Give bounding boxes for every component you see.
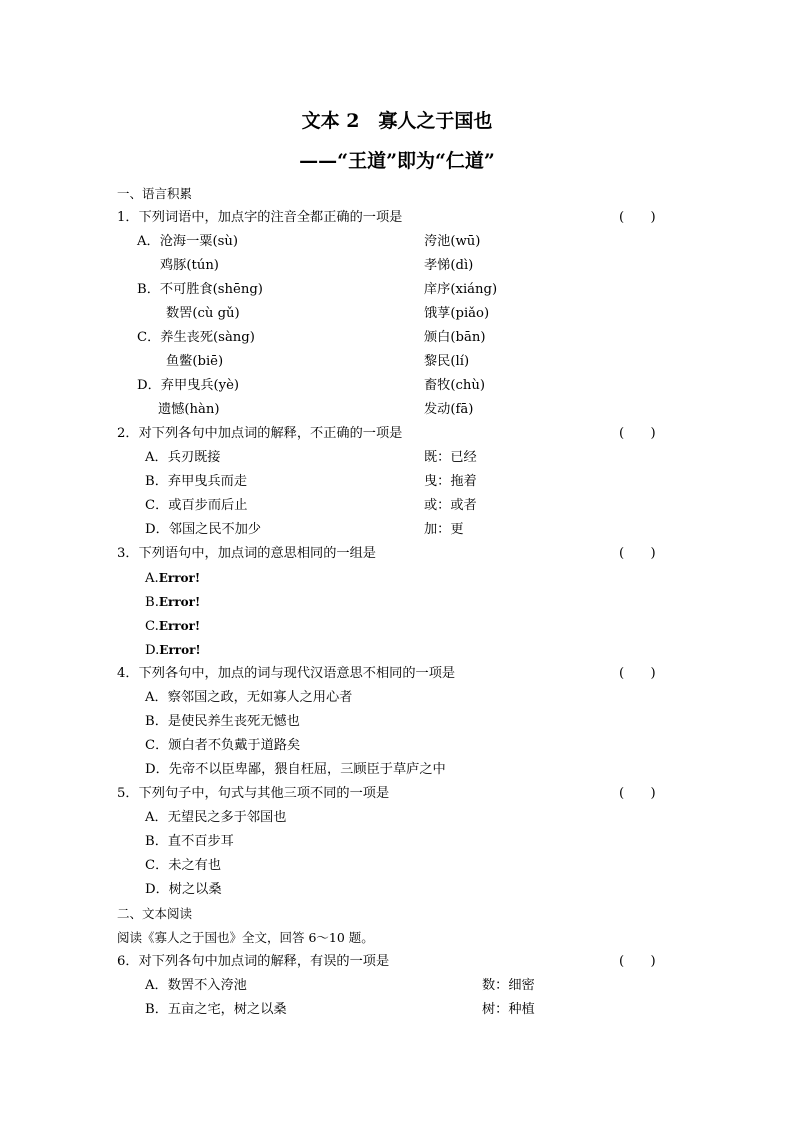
reading-instruction: 阅读《寡人之于国也》全文，回答 6～10 题。 — [117, 930, 374, 945]
option-text: 颁白(bān) — [424, 330, 486, 345]
option-row — [145, 594, 200, 611]
field-error: Error! — [159, 643, 201, 657]
question-stem: 3．下列语句中，加点词的意思相同的一组是 — [117, 546, 376, 561]
option-text: 洿池(wū) — [424, 234, 481, 249]
option-text: 畜牧(chù) — [424, 378, 486, 393]
page-title: 文本 2 寡人之于国也 — [301, 110, 493, 132]
option-text: A．无望民之多于邻国也 — [145, 810, 287, 825]
option-text: 或：或者 — [424, 498, 477, 513]
option-text: 树：种植 — [482, 1002, 535, 1017]
answer-blank: ( ) — [619, 546, 656, 561]
option-row — [145, 570, 200, 587]
option-text: B．不可胜食(shēng) — [137, 282, 263, 297]
option-text: 曳：拖着 — [424, 474, 477, 489]
option-text: 庠序(xiáng) — [424, 282, 498, 297]
option-text: A．兵刃既接 — [145, 450, 221, 465]
option-text: C．颁白者不负戴于道路矣 — [145, 738, 301, 753]
option-text: B．五亩之宅，树之以桑 — [145, 1002, 287, 1017]
option-text: D．树之以桑 — [145, 882, 222, 897]
option-letter: B. — [145, 595, 159, 610]
answer-blank: ( ) — [619, 786, 656, 801]
option-text: 数：细密 — [482, 978, 535, 993]
option-text: 孝悌(dì) — [424, 258, 474, 273]
option-text: C．或百步而后止 — [145, 498, 248, 513]
option-text: C．养生丧死(sàng) — [137, 330, 255, 345]
page-subtitle: ——“王道”即为“仁道” — [299, 150, 495, 172]
question-stem: 4．下列各句中，加点的词与现代汉语意思不相同的一项是 — [117, 666, 456, 681]
option-text: A．察邻国之政，无如寡人之用心者 — [145, 690, 353, 705]
option-text: A．数罟不入洿池 — [145, 978, 247, 993]
question-stem: 5．下列句子中，句式与其他三项不同的一项是 — [117, 786, 390, 801]
option-text: 鱼鳖(biē) — [166, 354, 224, 369]
field-error: Error! — [158, 619, 201, 633]
option-text: 鸡豚(tún) — [160, 258, 219, 273]
answer-blank: ( ) — [619, 666, 656, 681]
option-text: B．直不百步耳 — [145, 834, 234, 849]
option-letter: A. — [145, 571, 159, 586]
option-text: 既：已经 — [424, 450, 477, 465]
answer-blank: ( ) — [619, 210, 656, 225]
option-row — [145, 642, 201, 659]
option-letter: D. — [145, 643, 160, 658]
option-text: B．是使民养生丧死无憾也 — [145, 714, 300, 729]
option-row — [145, 618, 200, 635]
option-text: 数罟(cù gǔ) — [166, 306, 240, 321]
option-text: 加：更 — [424, 522, 464, 537]
option-text: B．弃甲曳兵而走 — [145, 474, 248, 489]
section-heading: 一、语言积累 — [117, 186, 193, 201]
answer-blank: ( ) — [619, 426, 656, 441]
question-stem: 1．下列词语中，加点字的注音全都正确的一项是 — [117, 210, 403, 225]
field-error: Error! — [158, 595, 201, 609]
option-text: D．先帝不以臣卑鄙，猥自枉屈，三顾臣于草庐之中 — [145, 762, 446, 777]
question-stem: 2．对下列各句中加点词的解释，不正确的一项是 — [117, 426, 403, 441]
option-text: D．邻国之民不加少 — [145, 522, 262, 537]
option-text: 黎民(lí) — [424, 354, 470, 369]
option-letter: C. — [145, 619, 159, 634]
answer-blank: ( ) — [619, 954, 656, 969]
section-heading: 二、文本阅读 — [117, 906, 193, 921]
option-text: 饿莩(piǎo) — [424, 306, 490, 321]
option-text: A．沧海一粟(sù) — [137, 234, 239, 249]
question-stem: 6．对下列各句中加点词的解释，有误的一项是 — [117, 954, 390, 969]
option-text: C．未之有也 — [145, 858, 222, 873]
option-text: 遗憾(hàn) — [158, 402, 220, 417]
option-text: 发动(fā) — [424, 402, 474, 417]
field-error: Error! — [158, 571, 201, 585]
option-text: D．弃甲曳兵(yè) — [137, 378, 240, 393]
